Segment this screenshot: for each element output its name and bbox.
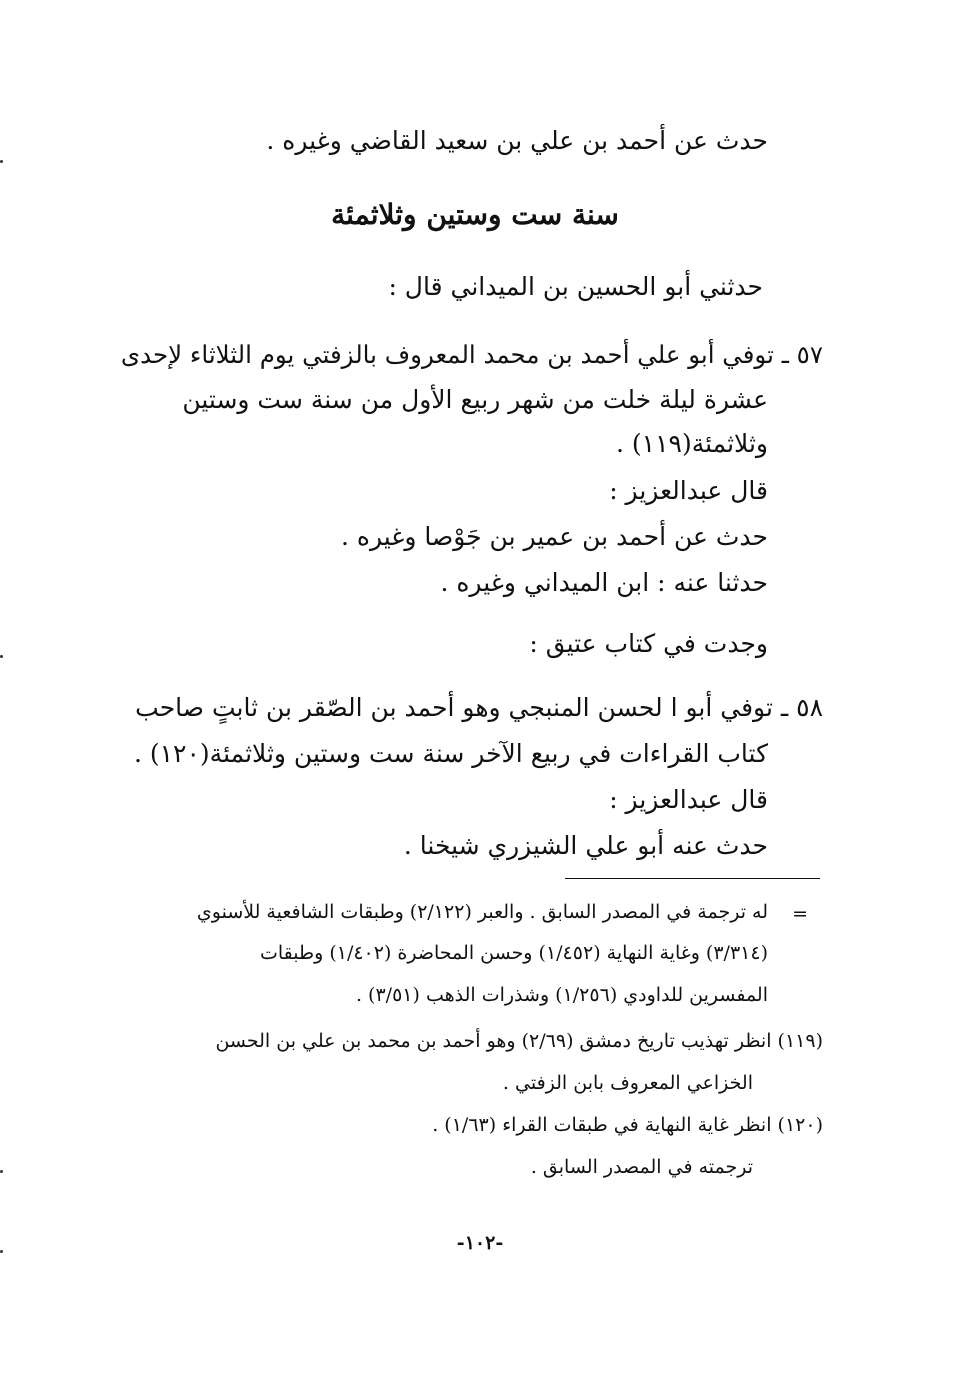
scan-speck — [0, 1250, 3, 1253]
footnote-120-line-2: ترجمته في المصدر السابق . — [530, 1156, 753, 1178]
entry-58-aziz-label: قال عبدالعزيز : — [609, 785, 768, 814]
footnote-continuation-line-3: المفسرين للداودي (١/٢٥٦) وشذرات الذهب (٣/٥١) . — [355, 984, 768, 1006]
entry-57-aziz-label: قال عبدالعزيز : — [609, 476, 768, 505]
entry-57-line-4: حدث عن أحمد بن عمير بن جَوْصا وغيره . — [340, 522, 768, 551]
section-heading: سنة ست وستين وثلاثمئة — [331, 198, 619, 231]
entry-57-line-1: ٥٧ ـ توفي أبو علي أحمد بن محمد المعروف بالزفتي يوم الثلاثاء لإحدى — [120, 340, 823, 369]
intro-line: حدثني أبو الحسين بن الميداني قال : — [388, 272, 763, 301]
footnote-continuation-mark: = — [792, 903, 808, 925]
entry-58-line-3: حدث عنه أبو علي الشيزري شيخنا . — [403, 831, 768, 860]
entry-58-line-2: كتاب القراءات في ربيع الآخر سنة ست وستين وثلاثمئة(١٢٠) . — [133, 739, 768, 768]
entry-57-line-5: حدثنا عنه : ابن الميداني وغيره . — [440, 568, 768, 597]
footnote-119-line-2: الخزاعي المعروف بابن الزفتي . — [502, 1072, 753, 1094]
scan-speck — [0, 160, 3, 163]
entry-58-line-1: ٥٨ ـ توفي أبو ا لحسن المنبجي وهو أحمد بن الصّقر بن ثابتٍ صاحب — [135, 693, 823, 722]
text-line-top: حدث عن أحمد بن علي بن سعيد القاضي وغيره . — [266, 126, 768, 155]
page-number: -١٠٢- — [456, 1232, 504, 1254]
footnote-119-line-1: (١١٩) انظر تهذيب تاريخ دمشق (٢/٦٩) وهو أحمد بن محمد بن علي بن الحسن — [215, 1030, 823, 1052]
footnote-separator — [565, 878, 820, 879]
entry-57-line-3: وثلاثمئة(١١٩) . — [615, 429, 768, 458]
footnote-continuation-line-1: له ترجمة في المصدر السابق . والعبر (٢/١٢٢) وطبقات الشافعية للأسنوي — [196, 901, 768, 923]
scan-speck — [0, 1170, 3, 1173]
footnote-continuation-line-2: (٣/٣١٤) وغاية النهاية (١/٤٥٢) وحسن المحاضرة (١/٤٠٢) وطبقات — [259, 942, 768, 964]
found-line: وجدت في كتاب عتيق : — [529, 629, 768, 658]
scan-speck — [0, 655, 3, 658]
entry-57-line-2: عشرة ليلة خلت من شهر ربيع الأول من سنة ست وستين — [182, 385, 768, 414]
footnote-120-line-1: (١٢٠) انظر غاية النهاية في طبقات القراء (١/٦٣) . — [432, 1114, 823, 1136]
